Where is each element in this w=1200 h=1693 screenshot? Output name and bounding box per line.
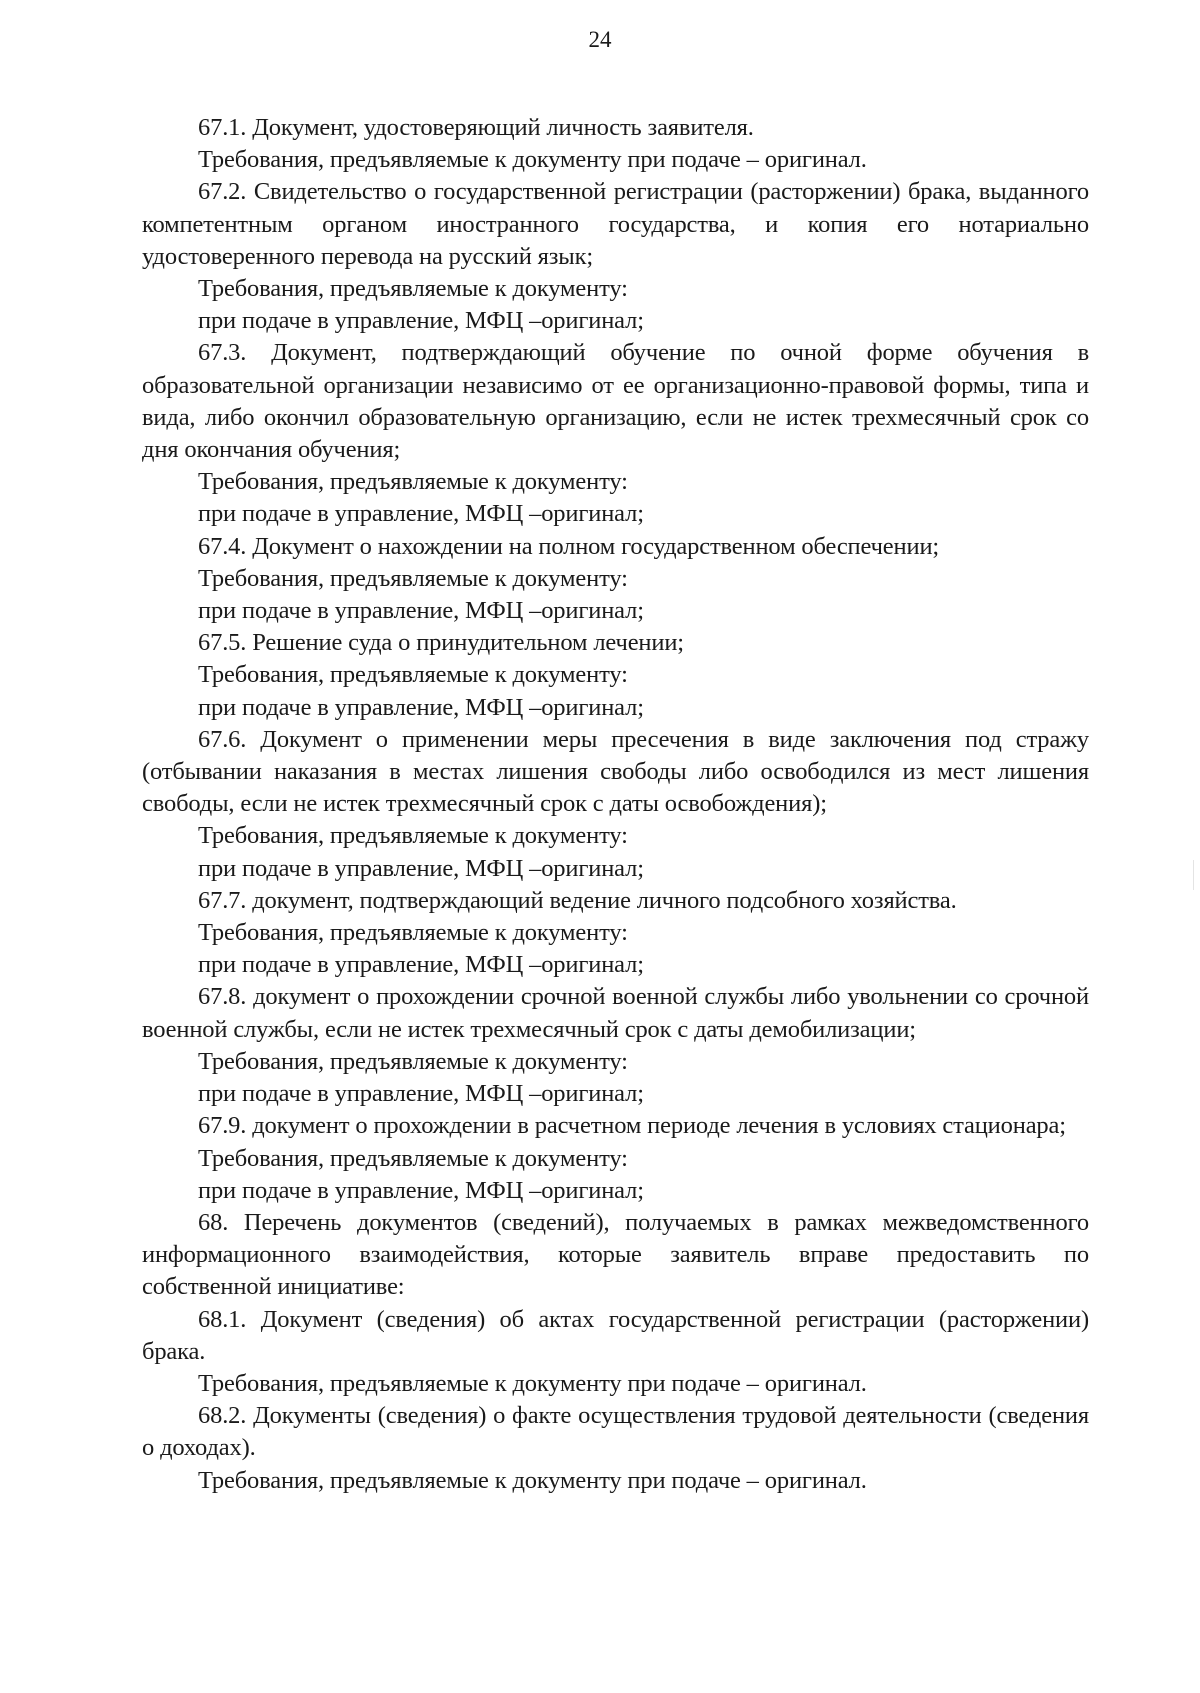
page-number: 24 (588, 27, 612, 52)
paragraph-67-2-submission: при подаче в управление, МФЦ –оригинал; (198, 307, 644, 335)
paragraph-67-7-requirements: Требования, предъявляемые к документу: (198, 919, 628, 947)
paragraph-67-2: 67.2. Свидетельство о государственной регистрации (расторжении) брака, выданного компетентным органом иностранного государства, и копия его нотариально удостоверенного перевода на русский язык; (142, 178, 1089, 270)
paragraph-67-5-requirements: Требования, предъявляемые к документу: (198, 661, 628, 689)
paragraph-67-4: 67.4. Документ о нахождении на полном государственном обеспечении; (198, 532, 940, 560)
paragraph-68: 68. Перечень документов (сведений), получаемых в рамках межведомственного информационного взаимодействия, которые заявитель вправе предоставить по собственной инициативе: (142, 1208, 1089, 1301)
paragraph-67-7: 67.7. документ, подтверждающий ведение личного подсобного хозяйства. (198, 886, 957, 914)
paragraph-67-4-requirements: Требования, предъявляемые к документу: (198, 564, 628, 592)
paragraph-67-6-requirements: Требования, предъявляемые к документу: (198, 822, 628, 850)
paragraph-67-9: 67.9. документ о прохождении в расчетном периоде лечения в условиях стационара; (198, 1112, 1066, 1140)
paragraph-68-2-requirements: Требования, предъявляемые к документу при подаче – оригинал. (198, 1466, 867, 1494)
scan-artifact-line (1193, 860, 1194, 890)
paragraph-68-2: 68.2. Документы (сведения) о факте осуществления трудовой деятельности (сведения о доходах). (142, 1402, 1089, 1462)
paragraph-67-8: 67.8. документ о прохождении срочной военной службы либо увольнении со срочной военной службы, если не истек трехмесячный срок с даты демобилизации; (142, 983, 1089, 1043)
paragraph-67-7-submission: при подаче в управление, МФЦ –оригинал; (198, 951, 644, 979)
paragraph-67-6: 67.6. Документ о применении меры пресечения в виде заключения под стражу (отбывании наказания в местах лишения свободы либо освободился из мест лишения свободы, если не истек трехмесячный срок с даты освобождения); (142, 725, 1089, 818)
paragraph-67-8-requirements: Требования, предъявляемые к документу: (198, 1047, 628, 1075)
paragraph-68-1-requirements: Требования, предъявляемые к документу при подаче – оригинал. (198, 1369, 867, 1397)
paragraph-67-3-requirements: Требования, предъявляемые к документу: (198, 468, 628, 496)
paragraph-67-3: 67.3. Документ, подтверждающий обучение по очной форме обучения в образовательной организации независимо от ее организационно-правовой формы, типа и вида, либо окончил образовательную организацию, если не истек трехмесячный срок со дня окончания обучения; (142, 339, 1089, 464)
paragraph-67-9-requirements: Требования, предъявляемые к документу: (198, 1144, 628, 1172)
paragraph-67-4-submission: при подаче в управление, МФЦ –оригинал; (198, 597, 644, 625)
paragraph-67-1-requirements: Требования, предъявляемые к документу при подаче – оригинал. (198, 146, 867, 174)
paragraph-67-6-submission: при подаче в управление, МФЦ –оригинал; (198, 854, 644, 882)
document-body (142, 112, 1089, 1497)
paragraph-67-8-submission: при подаче в управление, МФЦ –оригинал; (198, 1080, 644, 1108)
paragraph-67-1: 67.1. Документ, удостоверяющий личность заявителя. (198, 114, 754, 141)
paragraph-67-3-submission: при подаче в управление, МФЦ –оригинал; (198, 500, 644, 528)
paragraph-67-5: 67.5. Решение суда о принудительном лечении; (198, 629, 684, 657)
paragraph-68-1: 68.1. Документ (сведения) об актах государственной регистрации (расторжении) брака. (142, 1305, 1089, 1365)
paragraph-67-2-requirements: Требования, предъявляемые к документу: (198, 275, 628, 303)
paragraph-67-9-submission: при подаче в управление, МФЦ –оригинал; (198, 1176, 644, 1204)
paragraph-67-5-submission: при подаче в управление, МФЦ –оригинал; (198, 693, 644, 721)
